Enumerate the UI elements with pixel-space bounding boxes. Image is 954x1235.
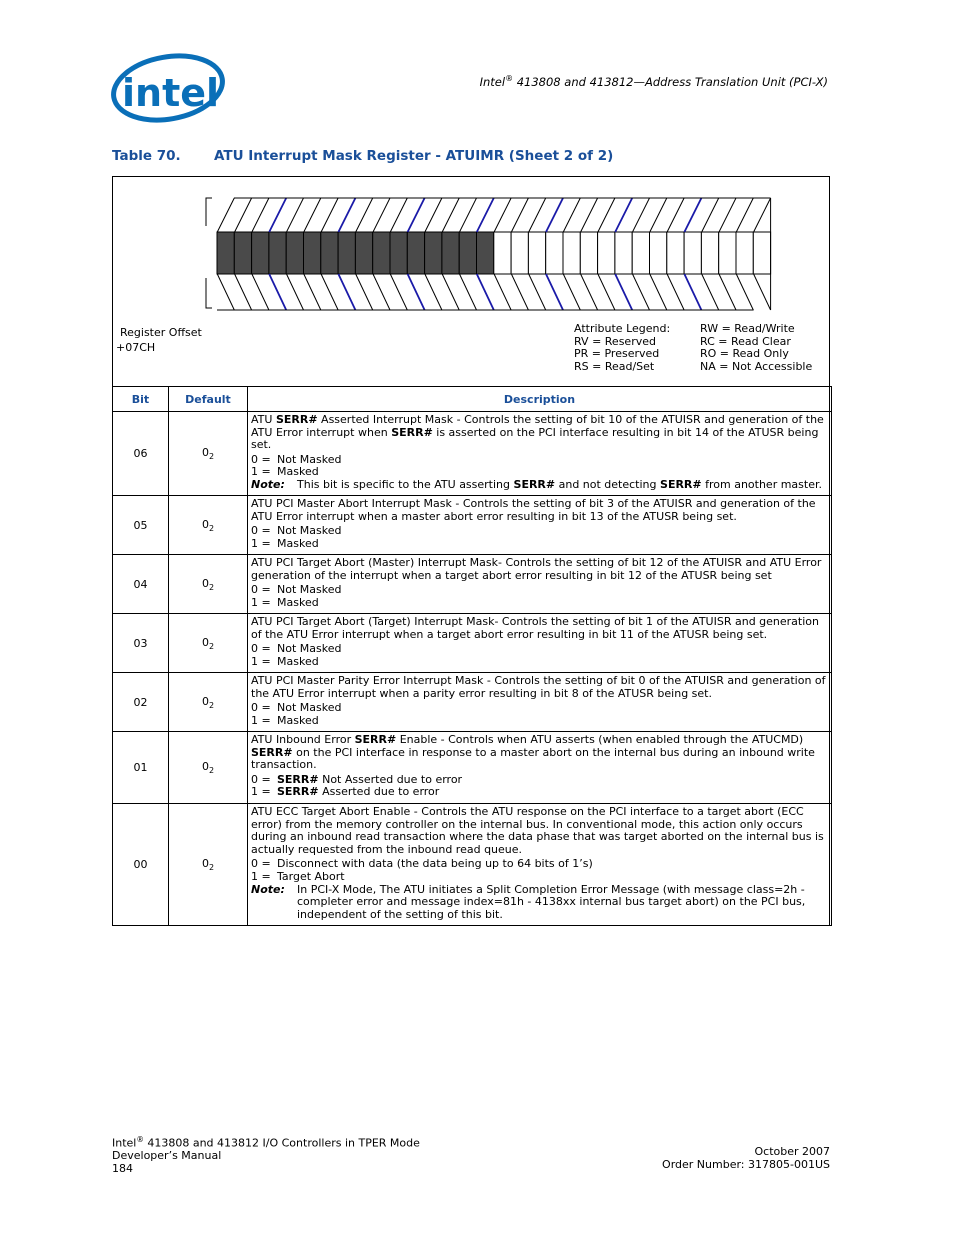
description-cell: ATU PCI Target Abort (Master) Interrupt Mask- Controls the setting of bit 12 of the ATUISR and ATU Error generation of the interrupt when a target abort error resulting in bit 12 of the ATUSR being set 0 = Not Masked 1 = Masked: [248, 555, 832, 614]
bit-label-line: [217, 198, 234, 232]
legend-item: RV = Reserved: [574, 334, 656, 348]
bit-description-table: [112, 386, 832, 926]
bit-cell: 00: [113, 804, 169, 926]
description-cell: ATU PCI Master Parity Error Interrupt Mask - Controls the setting of bit 0 of the ATUISR and generation of the ATU Error interrupt when a parity error resulting in bit 8 of the ATUSR being set. 0 = Not Masked 1 = Masked: [248, 673, 832, 732]
bit-label-line: [321, 198, 338, 232]
default-cell: $0_2$: [169, 496, 248, 555]
register-offset: [116, 325, 202, 355]
description-cell: ATU PCI Master Abort Interrupt Mask - Controls the setting of bit 3 of the ATUISR and generation of the ATU Error interrupt when a master abort error resulting in bit 13 of the ATUSR being set. 0 = Not Masked 1 = Masked: [248, 496, 832, 555]
bit-label-line: [252, 274, 269, 310]
bit-box: [563, 232, 580, 274]
bit-label-line: [321, 274, 338, 310]
bit-label-line: [736, 198, 753, 232]
bit-label-line: [511, 198, 528, 232]
bit-cell: 03: [113, 614, 169, 673]
default-cell: $0_2$: [169, 673, 248, 732]
bit-box: [355, 232, 372, 274]
bit-box: [598, 232, 615, 274]
table-header-row: [113, 387, 832, 412]
register-offset-value: +07CH: [116, 341, 156, 354]
bit-label-line: [287, 198, 304, 232]
table-row: [113, 804, 832, 926]
bit-label-line: [390, 198, 407, 232]
table-row: [113, 614, 832, 673]
default-cell: $0_2$: [169, 614, 248, 673]
bit-box: [252, 232, 269, 274]
register-offset-label: Register Offset: [120, 326, 202, 339]
bit-label-line: [563, 274, 580, 310]
bit-label-line: [615, 198, 632, 232]
bit-label-line: [598, 198, 615, 232]
bit-box: [390, 232, 407, 274]
bit-label-line: [684, 198, 701, 232]
bit-cell: 06: [113, 412, 169, 496]
table-title: [112, 148, 613, 164]
bit-label-line: [633, 198, 650, 232]
bit-label-line: [529, 274, 546, 310]
bit-label-line: [615, 274, 632, 310]
legend-item: RW = Read/Write: [700, 322, 795, 335]
bit-label-line: [546, 274, 563, 310]
table-name: ATU Interrupt Mask Register - ATUIMR (Sheet 2 of 2): [214, 148, 614, 164]
bit-box: [615, 232, 632, 274]
table-number: Table 70.: [112, 148, 181, 164]
bit-cell: 01: [113, 732, 169, 804]
default-cell: $0_2$: [169, 732, 248, 804]
bit-box: [442, 232, 459, 274]
bit-label-line: [633, 274, 650, 310]
bit-label-line: [754, 198, 771, 232]
bit-box: [511, 232, 528, 274]
bit-label-line: [702, 274, 719, 310]
bit-label-line: [529, 198, 546, 232]
bit-box: [321, 232, 338, 274]
bit-label-line: [408, 198, 425, 232]
bit-label-line: [269, 198, 286, 232]
legend-item: PR = Preserved: [574, 347, 660, 361]
bit-box: [632, 232, 649, 274]
bit-label-line: [373, 198, 390, 232]
legend-item: RS = Read/Set: [574, 360, 655, 374]
bit-label-line: [702, 198, 719, 232]
bit-box: [753, 232, 770, 274]
default-cell: $0_2$: [169, 412, 248, 496]
bit-label-line: [754, 274, 771, 310]
bit-box: [269, 232, 286, 274]
default-cell: $0_2$: [169, 804, 248, 926]
bit-label-line: [269, 274, 286, 310]
bit-label-line: [581, 274, 598, 310]
bit-label-line: [494, 274, 511, 310]
bit-label-line: [304, 274, 321, 310]
footer-left: Intel® 413808 and 413812 I/O Controllers in TPER Mode Developer’s Manual 184: [112, 1135, 420, 1175]
column-header-bit: Bit: [113, 387, 169, 412]
note: Note: In PCI-X Mode, The ATU initiates a Split Completion Error Message (with message class=2h - completer error and message index=81h - 4138xx internal bus target abort) on the PCI bus, independent of the setting of this bit.: [251, 882, 806, 921]
bit-label-line: [235, 198, 252, 232]
bit-box: [286, 232, 303, 274]
bit-box: [407, 232, 424, 274]
bit-label-line: [373, 274, 390, 310]
bit-label-line: [598, 274, 615, 310]
bit-label-line: [563, 198, 580, 232]
bit-label-line: [425, 274, 442, 310]
table-row: [113, 732, 832, 804]
page-number: 184: [112, 1161, 133, 1175]
bit-label-line: [442, 198, 459, 232]
bit-box: [580, 232, 597, 274]
bit-label-line: [477, 198, 494, 232]
description-cell: ATU ECC Target Abort Enable - Controls the ATU response on the PCI interface to a target abort (ECC error) from the memory controller on the internal bus. In conventional mode, this action only occurs during an inbound read transaction where the data phase that was target aborted on the internal bus is actually requested from the inbound read queue. 0 = Disconnect with data (the data being up to 64 bits of 1’s) 1 = Target Abort Note: In PCI-X Mode, The ATU initiates a Split Completion Error Message (with message class=2h - completer error and message index=81h - 4138xx internal bus target abort) on the PCI bus, independent of the setting of this bit.: [248, 804, 832, 926]
bit-box: [528, 232, 545, 274]
bit-label-line: [304, 198, 321, 232]
bit-label-line: [217, 274, 234, 310]
bit-cell: 05: [113, 496, 169, 555]
description-cell: ATU SERR# Asserted Interrupt Mask - Controls the setting of bit 10 of the ATUISR and generation of the ATU Error interrupt when SERR# is asserted on the PCI interface resulting in bit 14 of the ATUSR being set. 0 = Not Masked 1 = Masked Note: This bit is specific to the ATU asserting SERR# and not detecting SERR# from another master.: [248, 412, 832, 496]
bit-box: [494, 232, 511, 274]
note: Note: This bit is specific to the ATU asserting SERR# and not detecting SERR# from another master.: [251, 477, 822, 491]
legend-item: RO = Read Only: [700, 347, 789, 361]
bit-label-line: [684, 274, 701, 310]
legend-item: NA = Not Accessible: [700, 360, 813, 374]
bit-box: [477, 232, 494, 274]
description-cell: ATU PCI Target Abort (Target) Interrupt Mask- Controls the setting of bit 1 of the ATUISR and generation of the ATU Error interrupt when a target abort error resulting in bit 11 of the ATUSR being set. 0 = Not Masked 1 = Masked: [248, 614, 832, 673]
column-header-default: Default: [169, 387, 248, 412]
table-row: [113, 673, 832, 732]
bit-label-line: [460, 198, 477, 232]
legend-title: Attribute Legend:: [574, 322, 671, 335]
bit-label-line: [338, 274, 355, 310]
bit-label-line: [287, 274, 304, 310]
bit-box: [373, 232, 390, 274]
bit-label-line: [408, 274, 425, 310]
bit-box: [459, 232, 476, 274]
bit-label-line: [546, 198, 563, 232]
bit-label-line: [442, 274, 459, 310]
bit-label-line: [650, 198, 667, 232]
bit-label-line: [338, 198, 355, 232]
bit-label-line: [719, 198, 736, 232]
bit-label-line: [511, 274, 528, 310]
description-cell: ATU Inbound Error SERR# Enable - Controls when ATU asserts (when enabled through the ATUCMD) SERR# on the PCI interface in response to a master abort on the internal bus during an inbound write transaction. 0 = SERR# Not Asserted due to error 1 = SERR# Asserted due to error: [248, 732, 832, 804]
bit-box: [650, 232, 667, 274]
register-bit-diagram: [200, 196, 790, 314]
bit-cell: 02: [113, 673, 169, 732]
bit-label-line: [719, 274, 736, 310]
bracket-bottom: [206, 278, 212, 308]
bit-box: [736, 232, 753, 274]
bit-box: [234, 232, 251, 274]
bit-label-line: [667, 198, 684, 232]
column-header-description: Description: [248, 387, 832, 412]
bit-label-line: [252, 198, 269, 232]
bit-label-line: [581, 198, 598, 232]
bit-label-line: [356, 198, 373, 232]
bit-box: [338, 232, 355, 274]
bit-label-line: [650, 274, 667, 310]
bit-label-line: [460, 274, 477, 310]
bit-box: [701, 232, 718, 274]
footer-right: October 2007 Order Number: 317805-001US: [662, 1145, 830, 1171]
bit-cell: 04: [113, 555, 169, 614]
bit-box: [217, 232, 234, 274]
running-header: Intel® 413808 and 413812—Address Translation Unit (PCI-X): [479, 74, 828, 89]
bit-label-line: [736, 274, 753, 310]
bit-box: [425, 232, 442, 274]
bit-box: [546, 232, 563, 274]
bit-box: [304, 232, 321, 274]
default-cell: $0_2$: [169, 555, 248, 614]
bit-label-line: [667, 274, 684, 310]
table-row: [113, 555, 832, 614]
bit-box: [719, 232, 736, 274]
bit-label-line: [235, 274, 252, 310]
attribute-legend: [574, 323, 840, 374]
table-row: [113, 496, 832, 555]
bit-label-line: [390, 274, 407, 310]
bracket-top: [206, 198, 212, 226]
table-row: [113, 412, 832, 496]
intel-logo: [108, 50, 228, 130]
legend-item: RC = Read Clear: [700, 334, 791, 348]
bit-box: [684, 232, 701, 274]
bit-label-line: [477, 274, 494, 310]
bit-label-line: [425, 198, 442, 232]
bit-box: [667, 232, 684, 274]
bit-label-line: [494, 198, 511, 232]
logo-text: intel: [122, 71, 220, 115]
bit-label-line: [356, 274, 373, 310]
